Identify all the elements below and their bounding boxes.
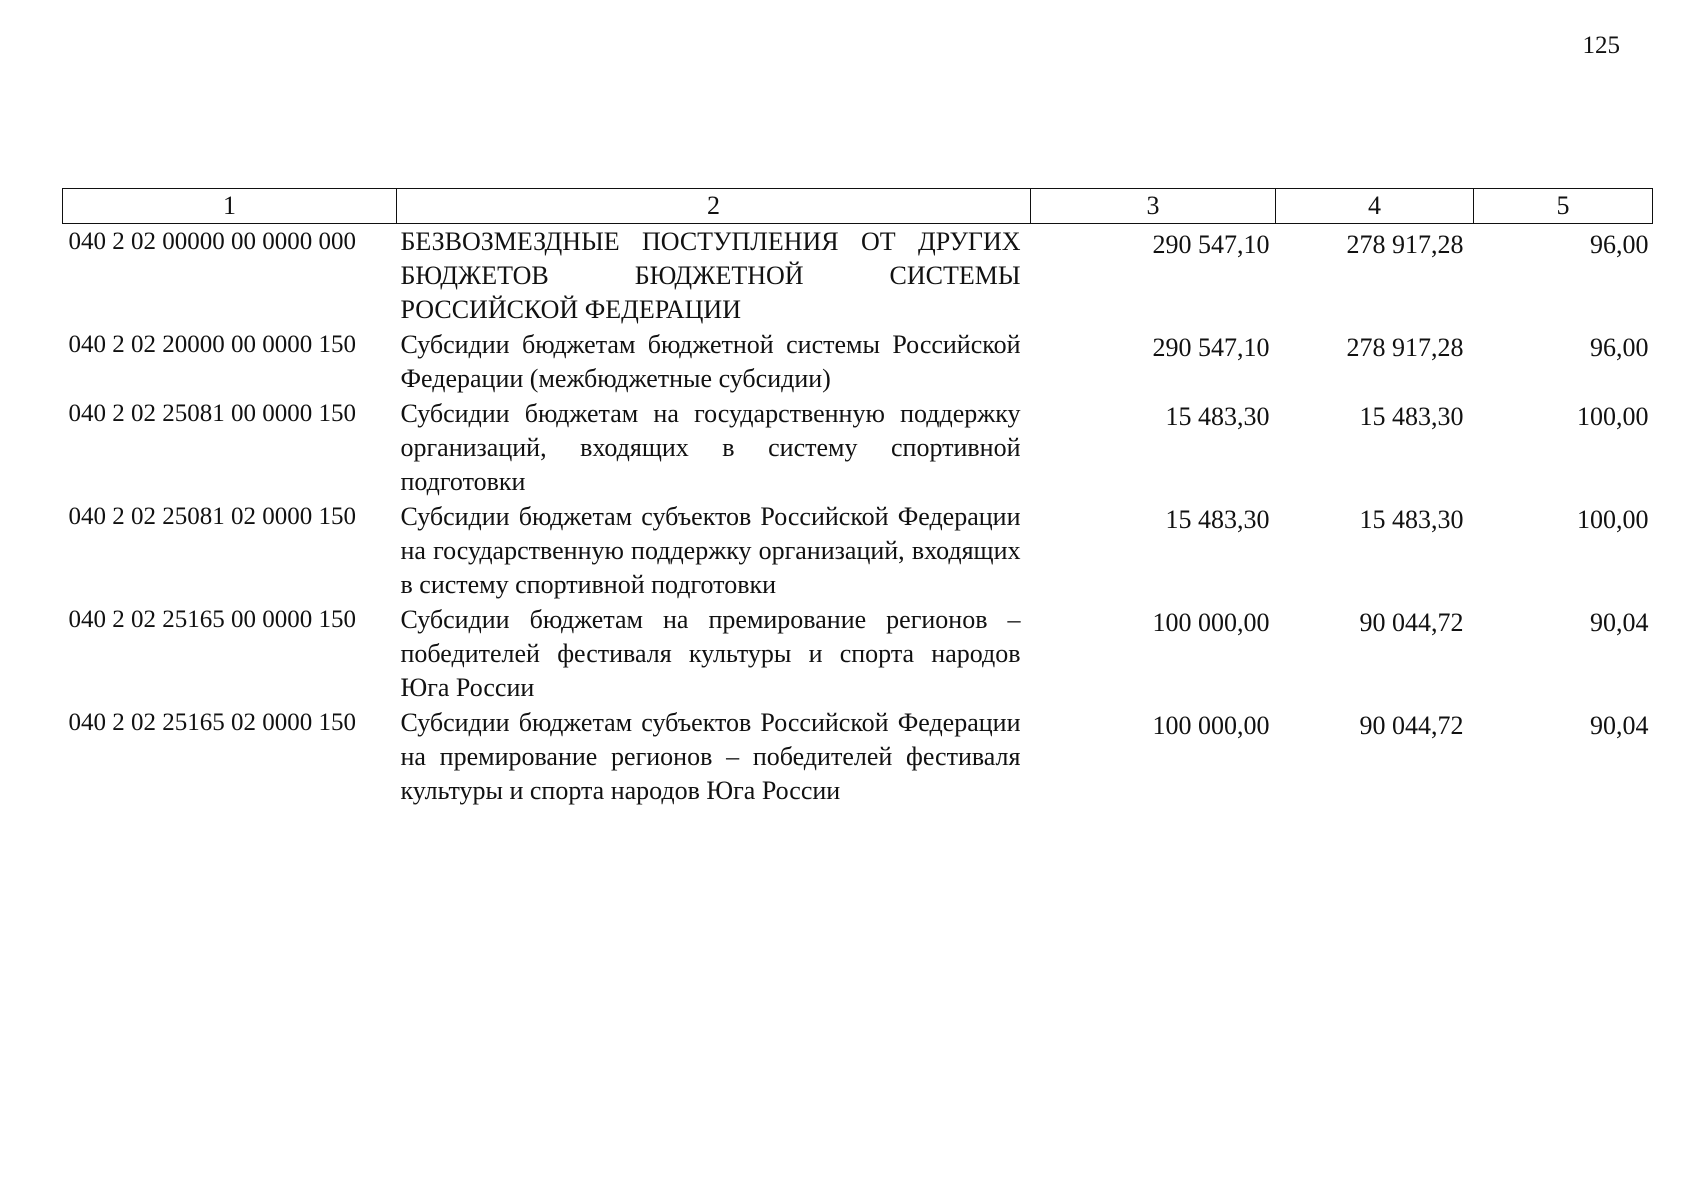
value-col4: 90 044,72: [1359, 711, 1464, 740]
value-col4: 15 483,30: [1359, 505, 1464, 534]
table-row: [63, 396, 1653, 499]
value-col3: 100 000,00: [1152, 608, 1270, 637]
value-col5: 96,00: [1590, 230, 1649, 259]
value-col4: 15 483,30: [1359, 402, 1464, 431]
value-col5: 96,00: [1590, 333, 1649, 362]
value-col4: 278 917,28: [1346, 230, 1464, 259]
value-col3: 15 483,30: [1165, 402, 1270, 431]
revenue-name: Субсидии бюджетам на премирование регионов – победителей фестиваля культуры и спорта народов Юга России: [400, 605, 1021, 702]
page-number: 125: [1582, 32, 1620, 59]
budget-code: 040 2 02 25081 00 0000 150: [68, 400, 356, 427]
table-row: [63, 327, 1653, 396]
value-col4: 90 044,72: [1359, 608, 1464, 637]
revenue-name: Субсидии бюджетам на государственную поддержку организаций, входящих в систему спортивной подготовки: [400, 399, 1021, 496]
value-col5: 90,04: [1590, 608, 1649, 637]
revenue-name: БЕЗВОЗМЕЗДНЫЕ ПОСТУПЛЕНИЯ ОТ ДРУГИХ БЮДЖЕТОВ БЮДЖЕТНОЙ СИСТЕМЫ РОССИЙСКОЙ ФЕДЕРАЦИИ: [400, 227, 1021, 324]
value-col3: 100 000,00: [1152, 711, 1270, 740]
value-col5: 100,00: [1577, 505, 1649, 534]
value-col5: 100,00: [1577, 402, 1649, 431]
revenue-name: Субсидии бюджетам бюджетной системы Российской Федерации (межбюджетные субсидии): [400, 330, 1021, 393]
budget-code: 040 2 02 25165 02 0000 150: [68, 709, 356, 736]
budget-code: 040 2 02 00000 00 0000 000: [68, 228, 356, 255]
table-row: [63, 705, 1653, 808]
value-col5: 90,04: [1590, 711, 1649, 740]
value-col3: 290 547,10: [1152, 230, 1270, 259]
column-number-header-row: [63, 189, 1653, 224]
revenue-name: Субсидии бюджетам субъектов Российской Федерации на премирование регионов – победителей фестиваля культуры и спорта народов Юга России: [400, 708, 1021, 805]
table-row: [63, 602, 1653, 705]
column-header-3: 3: [1031, 189, 1276, 224]
budget-code: 040 2 02 25165 00 0000 150: [68, 606, 356, 633]
value-col4: 278 917,28: [1346, 333, 1464, 362]
table-row: [63, 224, 1653, 328]
column-header-4: 4: [1276, 189, 1474, 224]
budget-table: [62, 188, 1653, 808]
revenue-name: Субсидии бюджетам субъектов Российской Федерации на государственную поддержку организаций, входящих в систему спортивной подготовки: [400, 502, 1021, 599]
column-header-2: 2: [397, 189, 1031, 224]
value-col3: 15 483,30: [1165, 505, 1270, 534]
table-row: [63, 499, 1653, 602]
column-header-1: 1: [63, 189, 397, 224]
value-col3: 290 547,10: [1152, 333, 1270, 362]
budget-code: 040 2 02 25081 02 0000 150: [68, 503, 356, 530]
column-header-5: 5: [1474, 189, 1653, 224]
budget-code: 040 2 02 20000 00 0000 150: [68, 331, 356, 358]
